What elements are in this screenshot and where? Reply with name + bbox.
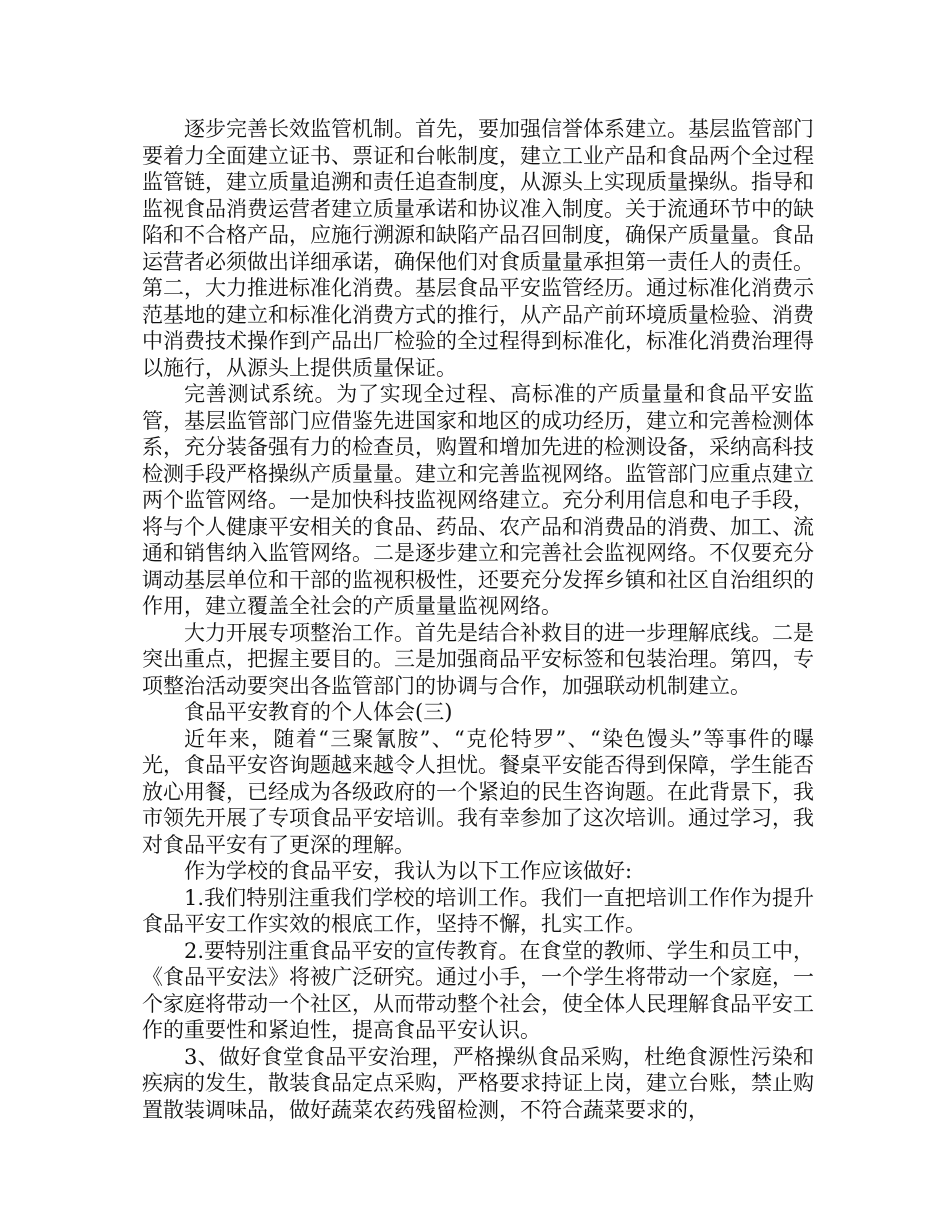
list-item-2: 2.要特别注重食品平安的宣传教育。在食堂的教师、学生和员工中，《食品平安法》将被广泛研究。通过小手，一个学生将带动一个家庭，一个家庭将带动一个社区，从而带动整个社会，使全体人民理解食品平安工作的重要性和紧迫性，提高食品平安认识。 [142, 938, 814, 1042]
list-item-1: 1.我们特别注重我们学校的培训工作。我们一直把培训工作作为提升食品平安工作实效的根底工作，坚持不懈，扎实工作。 [142, 885, 814, 936]
list-item-3: 3、做好食堂食品平安治理，严格操纵食品采购，杜绝食源性污染和疾病的发生，散装食品定点采购，严格要求持证上岗，建立台账，禁止购置散装调味品，做好蔬菜农药残留检测，不符合蔬菜要求的， [142, 1044, 814, 1122]
paragraph-special-rectification: 大力开展专项整治工作。首先是结合补救目的进一步理解底线。二是突出重点，把握主要目的。三是加强商品平安标签和包装治理。第四，专项整治活动要突出各监管部门的协调与合作，加强联动机制建立。 [142, 620, 814, 698]
paragraph-supervision-mechanism: 逐步完善长效监管机制。首先，要加强信誉体系建立。基层监管部门要着力全面建立证书、票证和台帐制度，建立工业产品和食品两个全过程监管链，建立质量追溯和责任追查制度，从源头上实现质量操纵。指导和监视食品消费运营者建立质量承诺和协议准入制度。关于流通环节中的缺陷和不合格产品，应施行溯源和缺陷产品召回制度，确保产质量量。食品运营者必须做出详细承诺，确保他们对食质量量承担第一责任人的责任。第二，大力推进标准化消费。基层食品平安监管经历。通过标准化消费示范基地的建立和标准化消费方式的推行，从产品产前环境质量检验、消费中消费技术操作到产品出厂检验的全过程得到标准化，标准化消费治理得以施行，从源头上提供质量保证。 [142, 117, 814, 380]
section-heading: 食品平安教育的个人体会(三) [184, 700, 453, 724]
document-body [142, 116, 814, 1123]
paragraph-background: 近年来，随着“三聚氰胺”、“克伦特罗”、“染色馒头”等事件的曝光，食品平安咨询题越来越令人担忧。餐桌平安能否得到保障，学生能否放心用餐，已经成为各级政府的一个紧迫的民生咨询题。在此背景下，我市领先开展了专项食品平安培训。我有幸参加了这次培训。通过学习，我对食品平安有了更深的理解。 [142, 726, 814, 857]
paragraph-testing-system: 完善测试系统。为了实现全过程、高标准的产质量量和食品平安监管，基层监管部门应借鉴先进国家和地区的成功经历，建立和完善检测体系，充分装备强有力的检查员，购置和增加先进的检测设备，采纳高科技检测手段严格操纵产质量量。建立和完善监视网络。监管部门应重点建立两个监管网络。一是加快科技监视网络建立。充分利用信息和电子手段，将与个人健康平安相关的食品、药品、农产品和消费品的消费、加工、流通和销售纳入监管网络。二是逐步建立和完善社会监视网络。不仅要充分调动基层单位和干部的监视积极性，还要充分发挥乡镇和社区自治组织的作用，建立覆盖全社会的产质量量监视网络。 [142, 382, 814, 618]
paragraph-intro-list: 作为学校的食品平安，我认为以下工作应该做好: [184, 859, 633, 883]
